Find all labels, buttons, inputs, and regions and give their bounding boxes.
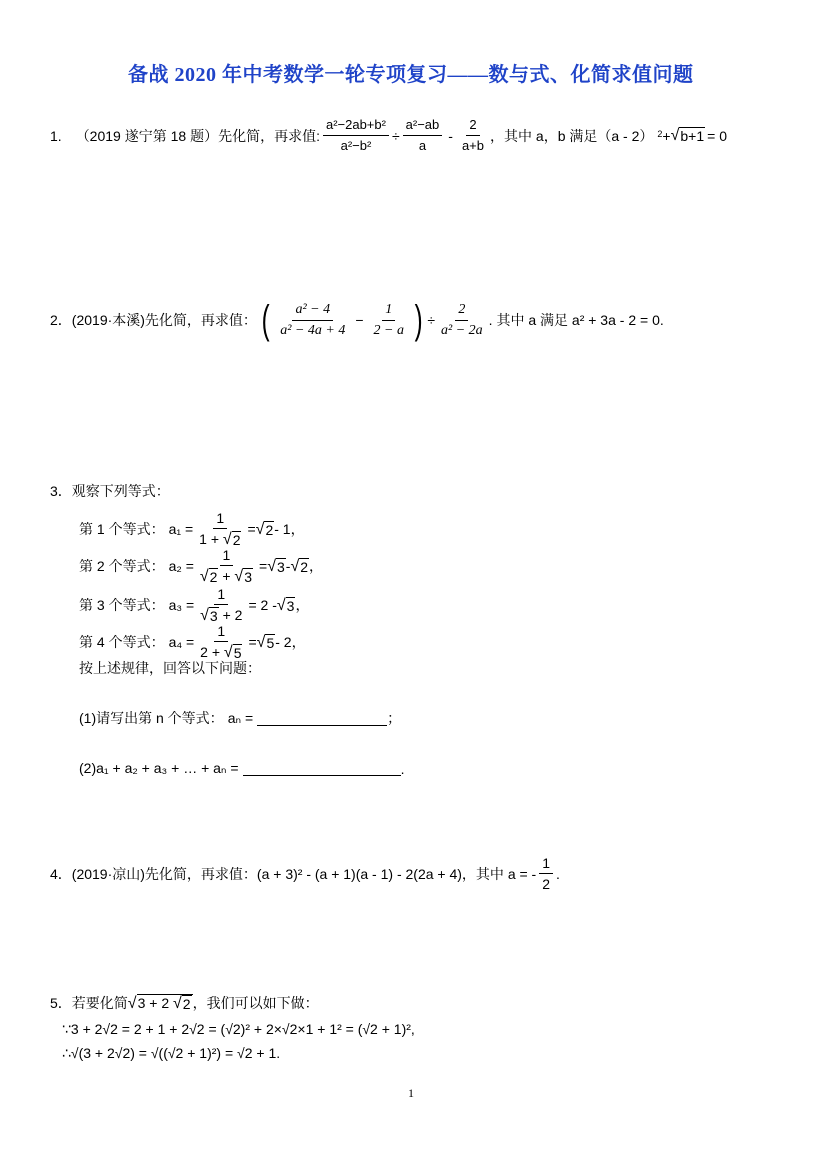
- q5-inner-radicand: 2: [182, 996, 191, 1012]
- question-1: [50, 117, 727, 154]
- question-4: [50, 855, 560, 892]
- q3-part2-answer-blank[interactable]: [243, 761, 401, 776]
- q3-part-1: [79, 708, 401, 728]
- equation-fraction: [196, 510, 244, 548]
- rhs-end: ，: [309, 558, 324, 574]
- q1-condition-sqrt: √ b+1: [670, 127, 705, 144]
- q1-condition-plus: +: [662, 127, 671, 144]
- rhs-middle: - 2: [275, 634, 292, 650]
- q2-minus: −: [355, 312, 364, 328]
- q2-f3-denominator: a² − 2a: [441, 322, 483, 338]
- rhs-sqrt-a: √ 3: [276, 596, 295, 614]
- q5-radicand-prefix: 3 + 2: [137, 995, 170, 1011]
- denominator-part-b: +: [218, 568, 235, 584]
- denominator-sqrt-a-radicand: 3: [209, 608, 218, 624]
- equation-fraction: [197, 586, 245, 624]
- equation-fraction: [197, 623, 245, 661]
- q2-f2-denominator: 2 − a: [373, 322, 404, 338]
- q1-f2-denominator: a: [418, 138, 427, 153]
- denominator-sqrt-a-radicand: 2: [209, 569, 218, 585]
- equation-label: 第 2 个等式：: [79, 558, 165, 574]
- denominator-sqrt-a-radicand: 2: [232, 532, 241, 548]
- rhs-sqrt-a: √ 5: [256, 633, 275, 651]
- rhs-sqrt-b: √ 2: [290, 557, 309, 575]
- q3-part-2: [79, 760, 404, 777]
- q3-header: 3．观察下列等式：: [50, 483, 170, 499]
- fraction-denominator: [197, 605, 245, 624]
- q5-line-3: ∴√(3 + 2√2) = √((√2 + 1)²) = √2 + 1.: [62, 1045, 281, 1061]
- q5-line-2: ∵3 + 2√2 = 2 + 1 + 2√2 = (√2)² + 2×√2×1 + 1² = (√2 + 1)²,: [62, 1021, 415, 1037]
- q4-end: .: [556, 865, 560, 882]
- rhs-sqrt-b-radicand: 2: [300, 558, 309, 575]
- fraction-numerator: 1: [220, 547, 234, 566]
- right-paren: ): [414, 298, 423, 342]
- denominator-part-b: + 2: [218, 607, 243, 623]
- denominator-sqrt-a: √ 5: [223, 644, 242, 661]
- q1-f1-denominator: a²−b²: [340, 138, 372, 153]
- q3-part1-lhs: aₙ =: [227, 709, 254, 726]
- equation-label: 第 1 个等式：: [79, 521, 165, 537]
- q3-part2-label: (2)a₁ + a₂ + a₃ + … + aₙ =: [79, 760, 239, 776]
- question-5: [50, 993, 319, 1013]
- q1-minus: -: [448, 127, 453, 144]
- q4-f-denominator: 2: [542, 876, 551, 892]
- rhs-sqrt-a-radicand: 3: [276, 558, 285, 575]
- q4-text: 4．(2019·凉山)先化简，再求值：(a + 3)² - (a + 1)(a - 1) - 2(2a + 4)，其中 a = -: [50, 865, 537, 882]
- q1-fraction-3: [459, 117, 487, 154]
- rhs-sqrt-a-radicand: 5: [266, 634, 275, 651]
- rhs-sqrt-a-radicand: 2: [265, 521, 274, 538]
- denominator-part-a: 2 +: [200, 644, 224, 660]
- q2-fraction-2: [371, 302, 407, 339]
- q2-fraction-1: [277, 302, 348, 339]
- denominator-sqrt-b-radicand: 3: [244, 569, 252, 585]
- q1-condition-end: = 0: [707, 127, 727, 144]
- rhs-sqrt-a-radicand: 3: [286, 597, 295, 614]
- q2-divide: ÷: [427, 312, 436, 328]
- equation-label: 第 4 个等式：: [79, 634, 165, 650]
- q3-part1-label: (1)请写出第 n 个等式：: [79, 710, 224, 726]
- q1-number: 1.: [50, 127, 62, 144]
- equation-label: 第 3 个等式：: [79, 597, 165, 613]
- fraction-numerator: 1: [213, 510, 227, 529]
- q2-fraction-3: [438, 302, 486, 339]
- equation-lhs: a₁ =: [168, 521, 194, 537]
- fraction-denominator: [196, 529, 244, 548]
- q1-condition-exponent: 2: [657, 129, 663, 139]
- left-paren: (: [261, 298, 270, 342]
- q3-equation-3: [79, 586, 309, 624]
- rhs-part-a: =: [259, 558, 268, 574]
- denominator-sqrt-b: √ 3: [234, 568, 252, 585]
- rhs-sqrt-a: √ 3: [267, 557, 285, 575]
- q3-part1-answer-blank[interactable]: [257, 711, 387, 726]
- q1-f1-numerator: a²−2ab+b²: [323, 117, 389, 136]
- q1-divide: ÷: [391, 127, 400, 144]
- question-2: [50, 300, 664, 340]
- q2-number: 2．: [50, 312, 72, 328]
- denominator-sqrt-a: √ 2: [199, 568, 218, 585]
- equation-fraction: [197, 547, 256, 585]
- q1-condition: ，其中 a，b 满足（a - 2）: [490, 127, 654, 144]
- q3-part2-end: .: [400, 760, 405, 777]
- q3-instruction: 按上述规律，回答以下问题：: [79, 660, 261, 676]
- equation-lhs: a₄ =: [168, 634, 195, 650]
- q1-fraction-2: [403, 117, 443, 154]
- fraction-numerator: 1: [214, 623, 228, 642]
- fraction-numerator: 1: [214, 586, 228, 605]
- q1-condition-radicand: b+1: [680, 128, 705, 144]
- q4-f-numerator: 1: [539, 855, 553, 874]
- rhs-middle: - 1: [274, 521, 291, 537]
- q5-line1-b: ，我们可以如下做：: [192, 995, 319, 1011]
- rhs-part-a: =: [247, 521, 256, 537]
- q3-equation-4: [79, 623, 306, 661]
- q3-equation-1: [79, 510, 305, 548]
- q2-source: (2019·本溪)先化简，再求值：: [71, 312, 257, 328]
- rhs-end: ，: [290, 521, 305, 537]
- q1-f2-numerator: a²−ab: [403, 117, 443, 136]
- denominator-sqrt-a-radicand: 5: [233, 645, 242, 661]
- q2-f1-denominator: a² − 4a + 4: [280, 322, 346, 338]
- q2-f2-numerator: 1: [382, 302, 395, 321]
- q1-f3-numerator: 2: [466, 117, 479, 136]
- q3-part1-end: ；: [387, 710, 402, 726]
- q1-fraction-1: [323, 117, 389, 154]
- rhs-part-a: = 2 -: [248, 597, 277, 613]
- page-number: 1: [408, 1086, 414, 1100]
- fraction-denominator: [197, 566, 256, 585]
- q2-f1-numerator: a² − 4: [292, 302, 333, 321]
- rhs-sqrt-a: √ 2: [255, 520, 274, 538]
- q4-fraction: [539, 855, 553, 892]
- q2-f3-numerator: 2: [455, 302, 468, 321]
- q5-sqrt: √ 3 + 2 √ 2: [127, 995, 191, 1012]
- denominator-sqrt-a: √ 3: [200, 607, 218, 624]
- rhs-part-a: =: [248, 634, 257, 650]
- q1-source: （2019 遂宁第 18 题）先化简，再求值:: [75, 127, 320, 144]
- rhs-end: ，: [291, 634, 306, 650]
- q1-f3-denominator: a+b: [461, 138, 485, 153]
- equation-lhs: a₂ =: [168, 558, 194, 574]
- equation-lhs: a₃ =: [168, 597, 195, 613]
- denominator-part-a: 1 +: [199, 531, 223, 547]
- denominator-sqrt-a: √ 2: [222, 531, 241, 548]
- rhs-middle: -: [285, 558, 291, 574]
- q3-equation-2: [79, 547, 323, 585]
- rhs-end: ，: [295, 597, 310, 613]
- q2-condition: . 其中 a 满足 a² + 3a - 2 = 0.: [488, 312, 664, 328]
- page-title: 备战 2020 年中考数学一轮专项复习——数与式、化简求值问题: [128, 64, 694, 86]
- q5-line1-a: 5．若要化简: [50, 995, 128, 1011]
